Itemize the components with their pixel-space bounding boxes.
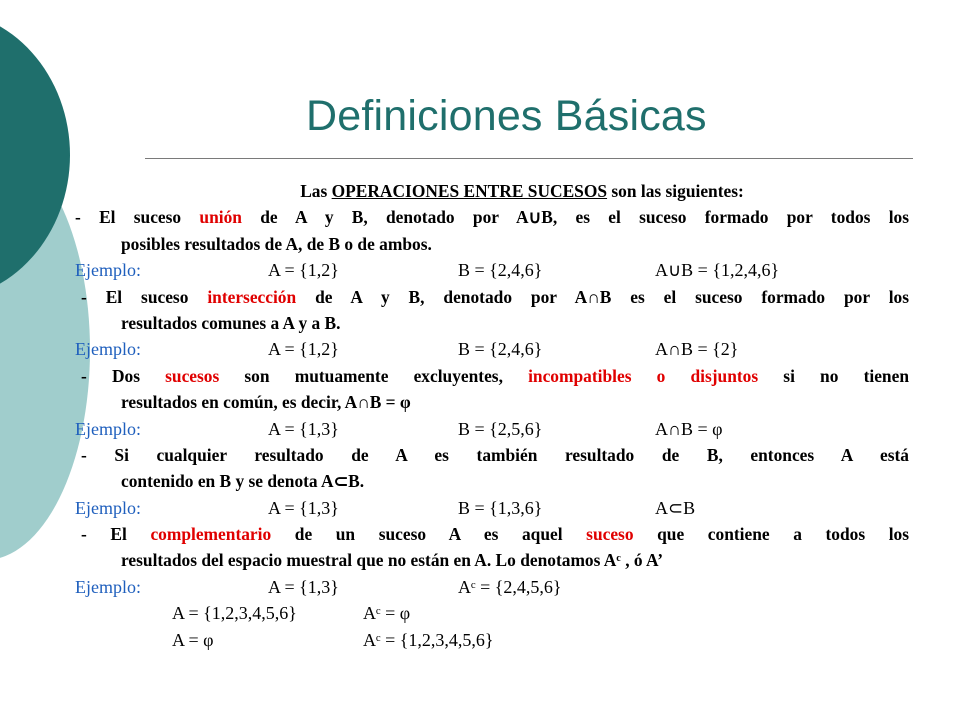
subset-definition: - Si cualquier resultado de A es también resultado de B, entonces A está contenido en B y se denota A⊂B. bbox=[81, 444, 909, 492]
complement-extra-1: A = {1,2,3,4,5,6} Aᶜ = φ bbox=[172, 603, 411, 624]
term-suceso: suceso bbox=[586, 524, 634, 545]
intersection-definition: - El suceso intersección de A y B, denotado por A∩B es el suceso formado por los resultados comunes a A y a B. bbox=[81, 286, 909, 333]
term-union: unión bbox=[199, 207, 242, 228]
term-complementario: complementario bbox=[150, 524, 272, 545]
complement-extra-2: A = φ Aᶜ = {1,2,3,4,5,6} bbox=[172, 629, 494, 650]
term-intersection: intersección bbox=[207, 286, 297, 307]
title-divider bbox=[145, 158, 913, 159]
complement-definition: - El complementario de un suceso A es aquel suceso que contiene a todos los resultados del espacio muestral que no están en A. Lo denotamos Aᶜ , ó A’ bbox=[81, 524, 910, 571]
heading-underlined: OPERACIONES ENTRE SUCESOS bbox=[331, 181, 608, 201]
section-heading: Las OPERACIONES ENTRE SUCESOS son las siguientes: bbox=[300, 181, 744, 201]
example-subset: Ejemplo: A = {1,3} B = {1,3,6} A⊂B bbox=[75, 497, 696, 518]
example-intersection: Ejemplo: A = {1,2} B = {2,4,6} A∩B = {2} bbox=[75, 339, 739, 360]
example-exclusive: Ejemplo: A = {1,3} B = {2,5,6} A∩B = φ bbox=[75, 418, 723, 439]
exclusive-definition: - Dos sucesos son mutuamente excluyentes, incompatibles o disjuntos si no tienen resultados en común, es decir, A∩B = φ bbox=[81, 365, 909, 413]
slide-title: Definiciones Básicas bbox=[306, 92, 707, 140]
union-definition: - El suceso unión de A y B, denotado por A∪B, es el suceso formado por todos los posibles resultados de A, de B o de ambos. bbox=[75, 207, 909, 254]
example-complement: Ejemplo: A = {1,3} Aᶜ = {2,4,5,6} bbox=[75, 576, 562, 597]
example-union: Ejemplo: A = {1,2} B = {2,4,6} A∪B = {1,2,4,6} bbox=[75, 260, 780, 281]
term-disjuntos: incompatibles o disjuntos bbox=[528, 365, 759, 386]
slide-content bbox=[75, 178, 909, 653]
term-sucesos: sucesos bbox=[165, 365, 220, 386]
